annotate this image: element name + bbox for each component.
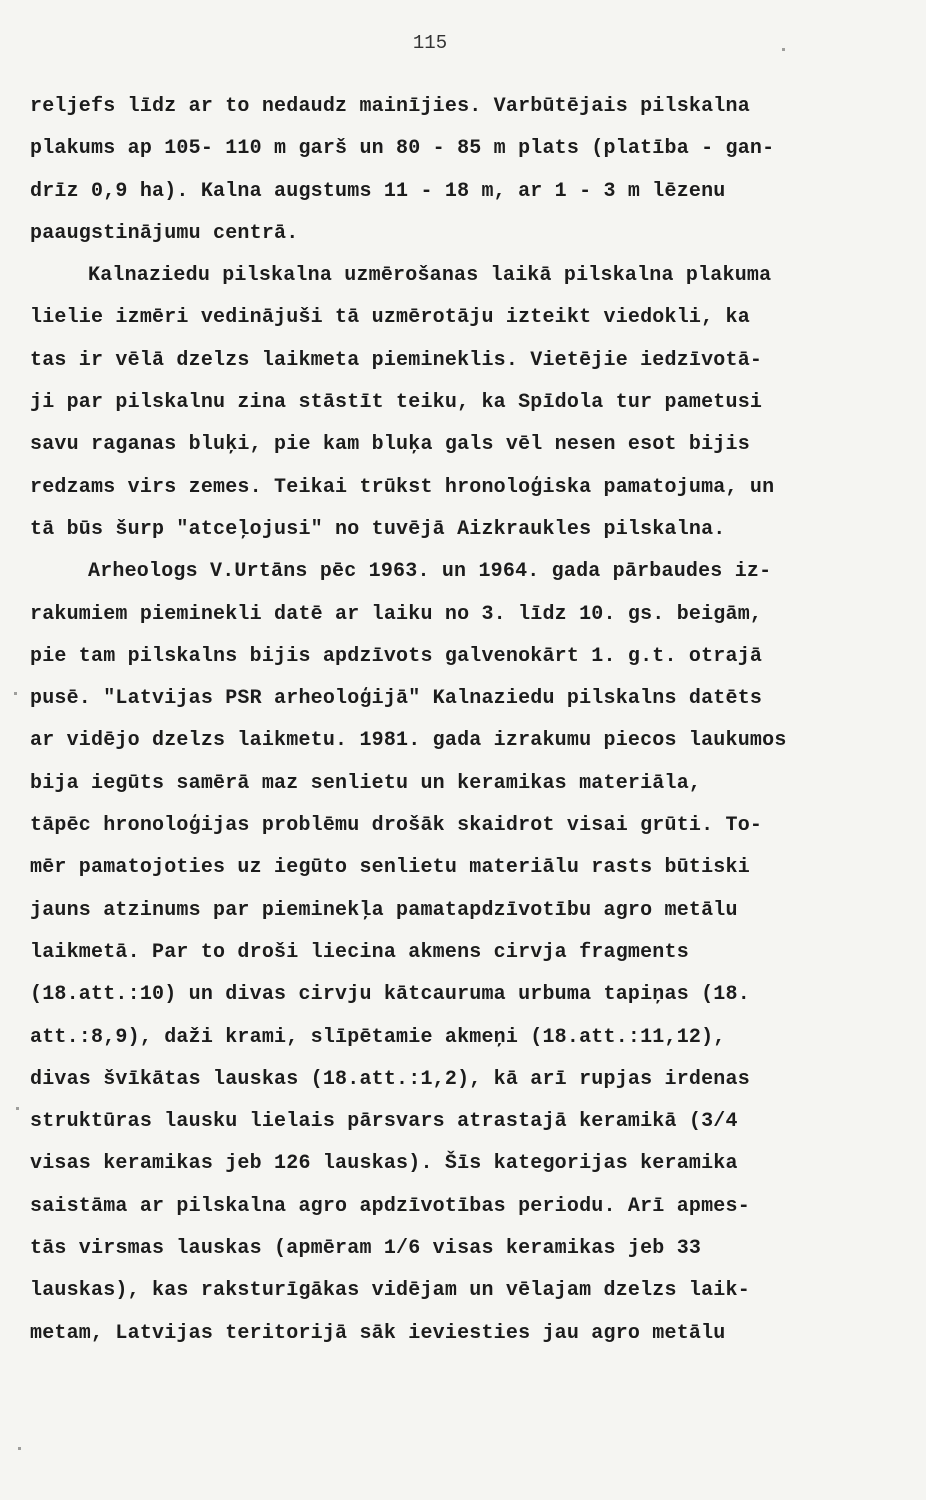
text-line: drīz 0,9 ha). Kalna augstums 11 - 18 m, ar 1 - 3 m lēzenu xyxy=(30,179,726,203)
text-line: jauns atzinums par pieminekļa pamatapdzīvotību agro metālu xyxy=(30,898,738,922)
text-line: ar vidējo dzelzs laikmetu. 1981. gada izrakumu piecos laukumos xyxy=(30,729,787,753)
text-line: metam, Latvijas teritorijā sāk ieviesties jau agro metālu xyxy=(30,1321,726,1345)
text-line: bija iegūts samērā maz senlietu un keramikas materiāla, xyxy=(30,771,702,795)
text-line: Kalnaziedu pilskalna uzmērošanas laikā pilskalna plakuma xyxy=(88,264,772,288)
text-line: Arheologs V.Urtāns pēc 1963. un 1964. gada pārbaudes iz- xyxy=(88,560,772,584)
text-line: visas keramikas jeb 126 lauskas). Šīs kategorijas keramika xyxy=(30,1152,738,1176)
text-line: divas švīkātas lauskas (18.att.:1,2), kā arī rupjas irdenas xyxy=(30,1067,750,1091)
text-line: ji par pilskalnu zina stāstīt teiku, ka Spīdola tur pametusi xyxy=(30,391,763,415)
text-line: reljefs līdz ar to nedaudz mainījies. Varbūtējais pilskalna xyxy=(30,95,750,118)
text-line: redzams virs zemes. Teikai trūkst hronoloģiska pamatojuma, un xyxy=(30,475,775,499)
scan-speck xyxy=(18,1447,21,1450)
text-line: saistāma ar pilskalna agro apdzīvotības periodu. Arī apmes- xyxy=(30,1194,750,1218)
text-line: pusē. "Latvijas PSR arheoloģijā" Kalnaziedu pilskalns datēts xyxy=(30,687,763,711)
text-line: laikmetā. Par to droši liecina akmens cirvja fragments xyxy=(30,940,689,964)
text-line: tāpēc hronoloģijas problēmu drošāk skaidrot visai grūti. To- xyxy=(30,814,763,838)
text-line: tās virsmas lauskas (apmēram 1/6 visas keramikas jeb 33 xyxy=(30,1237,702,1261)
page-number: 115 xyxy=(412,32,448,54)
text-line: tas ir vēlā dzelzs laikmeta piemineklis. Vietējie iedzīvotā- xyxy=(30,348,763,372)
text-line: struktūras lausku lielais pārsvars atrastajā keramikā (3/4 xyxy=(30,1110,738,1134)
text-line: savu raganas bluķi, pie kam bluķa gals vēl nesen esot bijis xyxy=(30,433,750,457)
text-line: mēr pamatojoties uz iegūto senlietu materiālu rasts būtiski xyxy=(30,856,750,880)
text-line: lielie izmēri vedinājuši tā uzmērotāju izteikt viedokli, ka xyxy=(30,306,750,330)
text-line: tā būs šurp "atceļojusi" no tuvējā Aizkraukles pilskalna. xyxy=(30,517,726,541)
text-line: pie tam pilskalns bijis apdzīvots galvenokārt 1. g.t. otrajā xyxy=(30,644,763,668)
scan-speck xyxy=(14,692,17,695)
scan-speck xyxy=(782,48,785,51)
scan-speck xyxy=(16,1107,19,1110)
text-line: plakums ap 105- 110 m garš un 80 - 85 m plats (platība - gan- xyxy=(30,137,775,161)
text-line: rakumiem pieminekli datē ar laiku no 3. līdz 10. gs. beigām, xyxy=(30,602,763,626)
text-line: (18.att.:10) un divas cirvju kātcauruma urbuma tapiņas (18. xyxy=(30,983,750,1007)
text-body xyxy=(30,86,890,1355)
text-line: paaugstinājumu centrā. xyxy=(30,221,299,245)
text-line: att.:8,9), daži krami, slīpētamie akmeņi (18.att.:11,12), xyxy=(30,1025,726,1049)
text-line: lauskas), kas raksturīgākas vidējam un vēlajam dzelzs laik- xyxy=(30,1279,750,1303)
